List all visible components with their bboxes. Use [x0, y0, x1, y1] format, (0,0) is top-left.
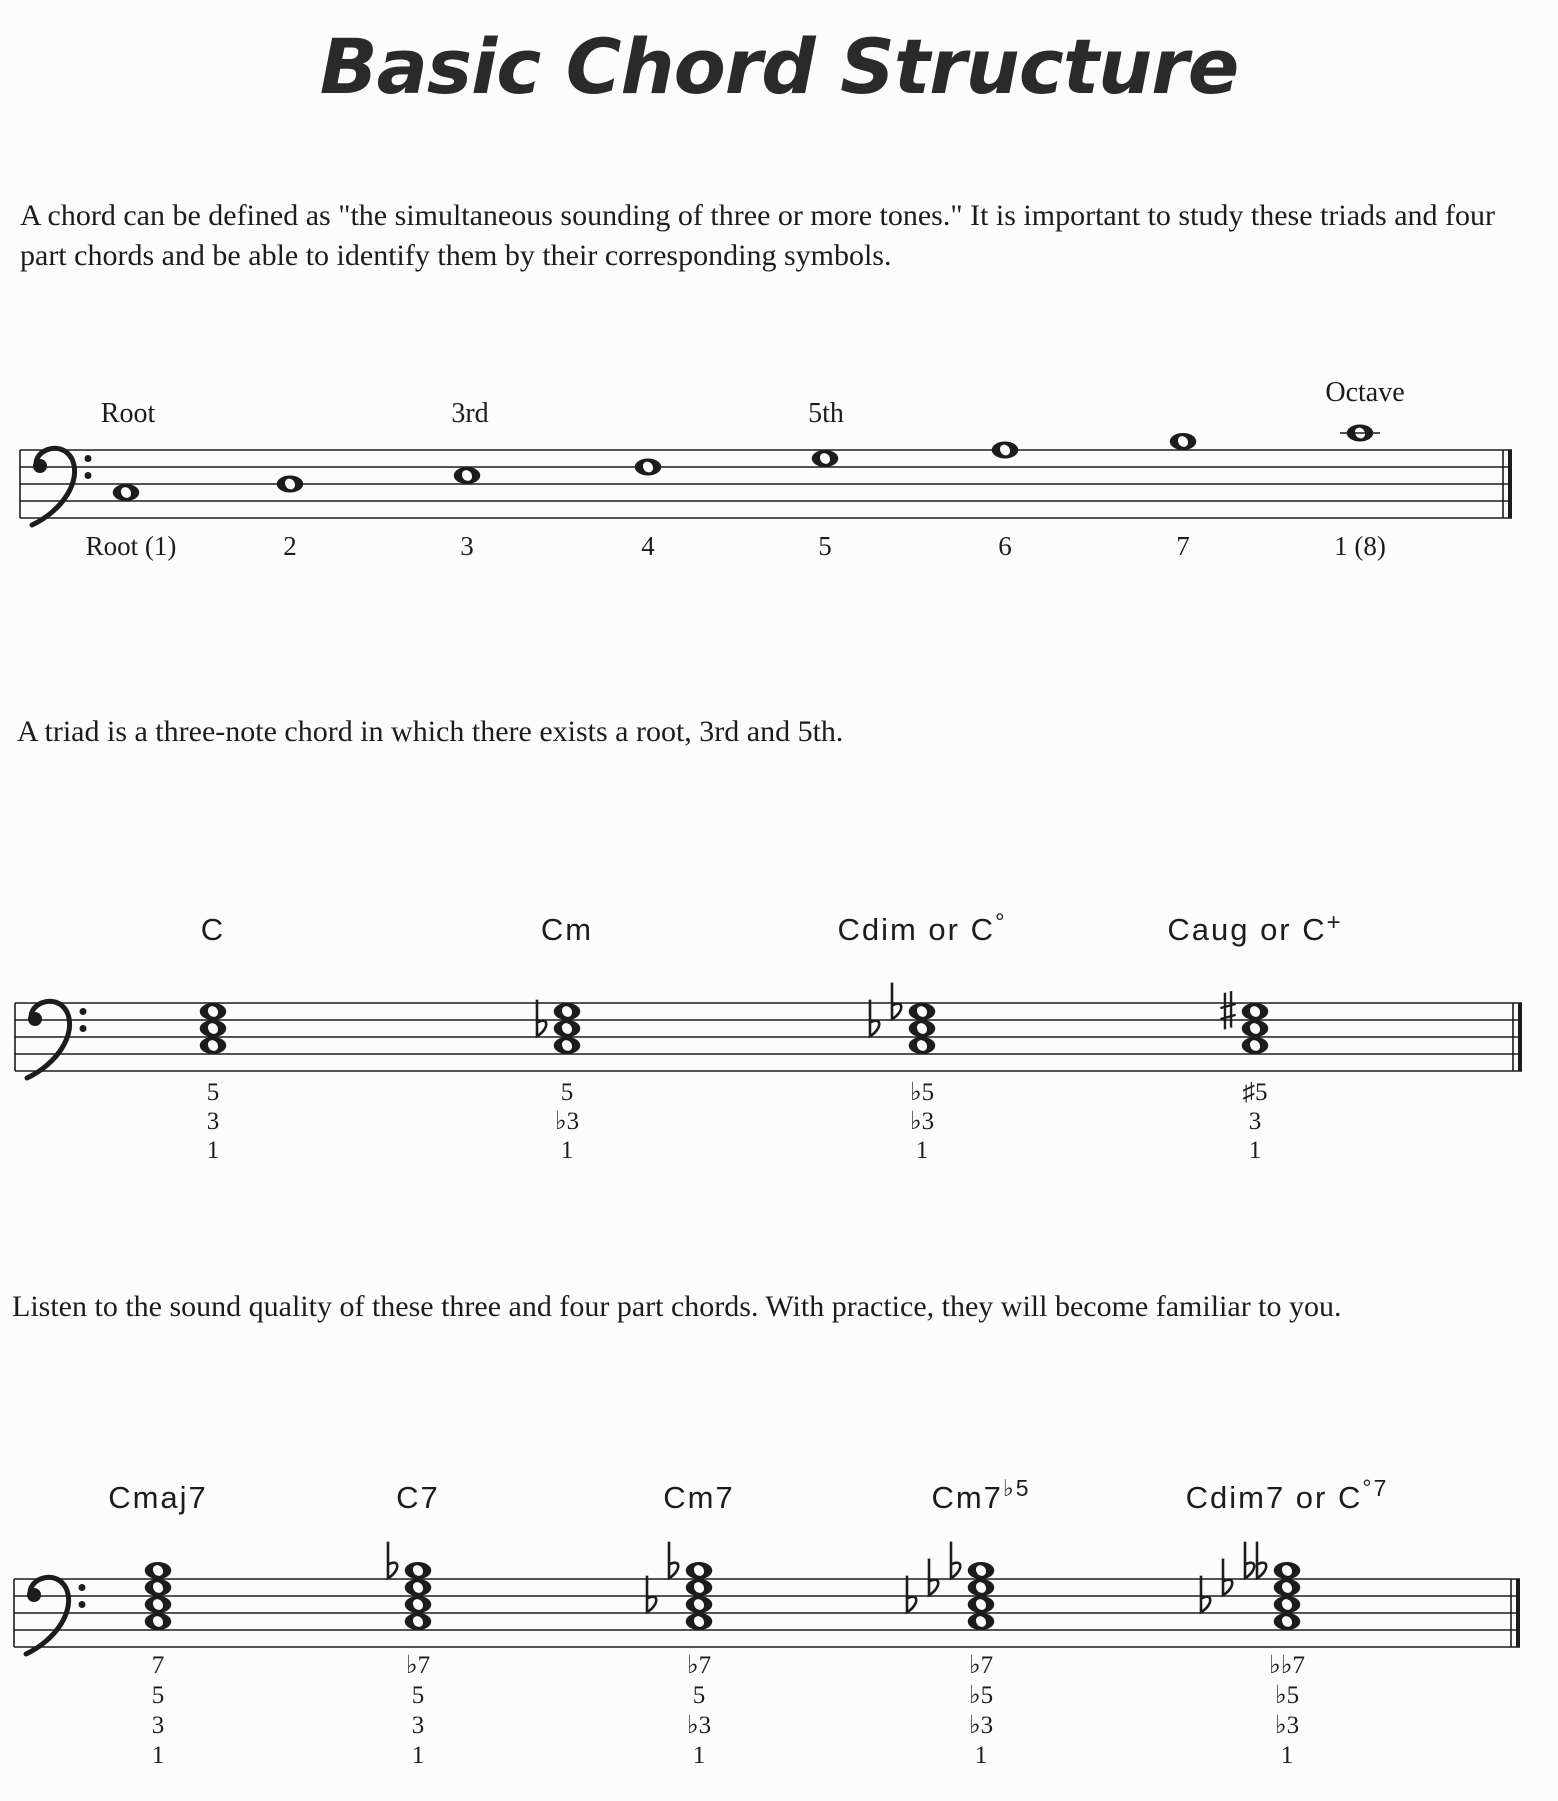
formula-degree: ♭5: [1274, 1682, 1300, 1709]
chord-symbol: [931, 1475, 1030, 1515]
formula-degree: 1: [206, 1137, 220, 1164]
flat-icon: [929, 1559, 938, 1596]
formula-degree: ♭7: [686, 1652, 712, 1679]
formula-degree: ♭3: [968, 1712, 994, 1739]
formula-degree: ♭3: [686, 1712, 712, 1739]
formula-degree: 3: [206, 1108, 220, 1135]
bass-clef-dot: [80, 1008, 87, 1015]
chord-symbol: [108, 1480, 208, 1515]
formula-degree: 1: [1280, 1742, 1294, 1769]
bass-clef-head: [28, 1012, 42, 1026]
formula-degree: 5: [560, 1079, 574, 1106]
bass-clef-head: [33, 459, 47, 473]
formula-degree: 3: [411, 1712, 425, 1739]
formula-degree: 1: [151, 1742, 165, 1769]
degree-label: 4: [641, 531, 655, 561]
degree-label: 7: [1176, 531, 1190, 561]
chord-name: C: [200, 912, 226, 947]
bass-clef-dot: [79, 1601, 86, 1608]
formula-degree: 5: [692, 1682, 706, 1709]
chord-superscript: °7: [1362, 1475, 1389, 1501]
page-title: Basic Chord Structure: [319, 22, 1239, 111]
bass-clef-head: [27, 1588, 41, 1602]
chord-name: Cdim or C: [837, 912, 995, 947]
flat-icon: [1245, 1542, 1254, 1579]
flat-icon: [1223, 1559, 1232, 1596]
formula-degree: ♯5: [1242, 1079, 1268, 1106]
formula-degree: ♭7: [968, 1652, 994, 1679]
degree-label: 5: [818, 531, 832, 561]
flat-icon: [388, 1542, 397, 1579]
degree-label: 2: [283, 531, 297, 561]
flat-icon: [870, 1000, 879, 1037]
bass-clef-dot: [80, 1025, 87, 1032]
intro-paragraph: A chord can be defined as "the simultaneous sounding of three or more tones." It is important to study these triads and four part chords and be able to identify them by their corresponding symbols.: [20, 199, 1495, 272]
chord-superscript: °: [994, 909, 1007, 936]
sharp-icon: [1220, 991, 1235, 1029]
chord-symbol: [1167, 909, 1342, 947]
formula-degree: 3: [1248, 1108, 1262, 1135]
chord-superscript: ♭5: [1002, 1475, 1031, 1501]
formula-degree: ♭5: [909, 1079, 935, 1106]
chord-name: Cdim7 or C: [1185, 1480, 1363, 1515]
seventh-staff: [0, 1455, 1558, 1801]
formula-degree: 3: [151, 1712, 165, 1739]
chord-name: Cmaj7: [108, 1480, 208, 1515]
bass-clef-dot: [85, 455, 92, 462]
formula-degree: ♭7: [405, 1652, 431, 1679]
chord-symbol: [541, 912, 593, 947]
chord-symbol: [201, 912, 225, 947]
formula-degree: 5: [151, 1682, 165, 1709]
formula-degree: 1: [1248, 1137, 1262, 1164]
formula-degree: 1: [560, 1137, 574, 1164]
triad-paragraph: A triad is a three-note chord in which there exists a root, 3rd and 5th.: [17, 715, 844, 748]
chord-name: C7: [396, 1480, 440, 1515]
degree-label: 6: [998, 531, 1012, 561]
formula-degree: 5: [411, 1682, 425, 1709]
formula-degree: ♭3: [1274, 1712, 1300, 1739]
formula-degree: ♭♭7: [1268, 1652, 1306, 1679]
degree-label: 1 (8): [1334, 531, 1386, 561]
formula-degree: ♭3: [909, 1108, 935, 1135]
degree-label: Root (1): [85, 531, 177, 561]
flat-icon: [647, 1576, 656, 1613]
formula-degree: 1: [411, 1742, 425, 1769]
scale-staff: [0, 370, 1558, 570]
degree-label: 3: [460, 531, 474, 561]
flat-icon: [892, 983, 901, 1020]
chord-symbol: [663, 1480, 734, 1515]
interval-label: 3rd: [451, 398, 489, 429]
flat-icon: [1201, 1576, 1210, 1613]
chord-symbol: [837, 909, 1006, 947]
flat-icon: [537, 1000, 546, 1037]
formula-degree: 5: [206, 1079, 220, 1106]
flat-icon: [907, 1576, 916, 1613]
flat-icon: [1257, 1542, 1266, 1579]
formula-degree: ♭3: [554, 1108, 580, 1135]
chord-superscript: +: [1326, 909, 1343, 936]
chord-symbol: [1186, 1475, 1389, 1515]
bass-clef-dot: [85, 472, 92, 479]
listen-paragraph: Listen to the sound quality of these three and four part chords. With practice, they will become familiar to you.: [12, 1290, 1342, 1323]
flat-icon: [669, 1542, 678, 1579]
formula-degree: ♭5: [968, 1682, 994, 1709]
chord-name: Cm7: [663, 1480, 735, 1515]
interval-label: 5th: [808, 398, 844, 429]
formula-degree: 1: [974, 1742, 988, 1769]
chord-name: Cm7: [931, 1480, 1003, 1515]
formula-degree: 7: [151, 1652, 165, 1679]
formula-degree: 1: [692, 1742, 706, 1769]
triad-staff: [0, 880, 1558, 1170]
interval-label: Octave: [1325, 377, 1405, 408]
formula-degree: 1: [915, 1137, 929, 1164]
chord-symbol: [396, 1480, 440, 1515]
chord-name: Cm: [540, 912, 594, 947]
flat-icon: [951, 1542, 960, 1579]
chord-name: Caug or C: [1167, 912, 1327, 947]
bass-clef-dot: [79, 1584, 86, 1591]
interval-label: Root: [100, 398, 156, 429]
